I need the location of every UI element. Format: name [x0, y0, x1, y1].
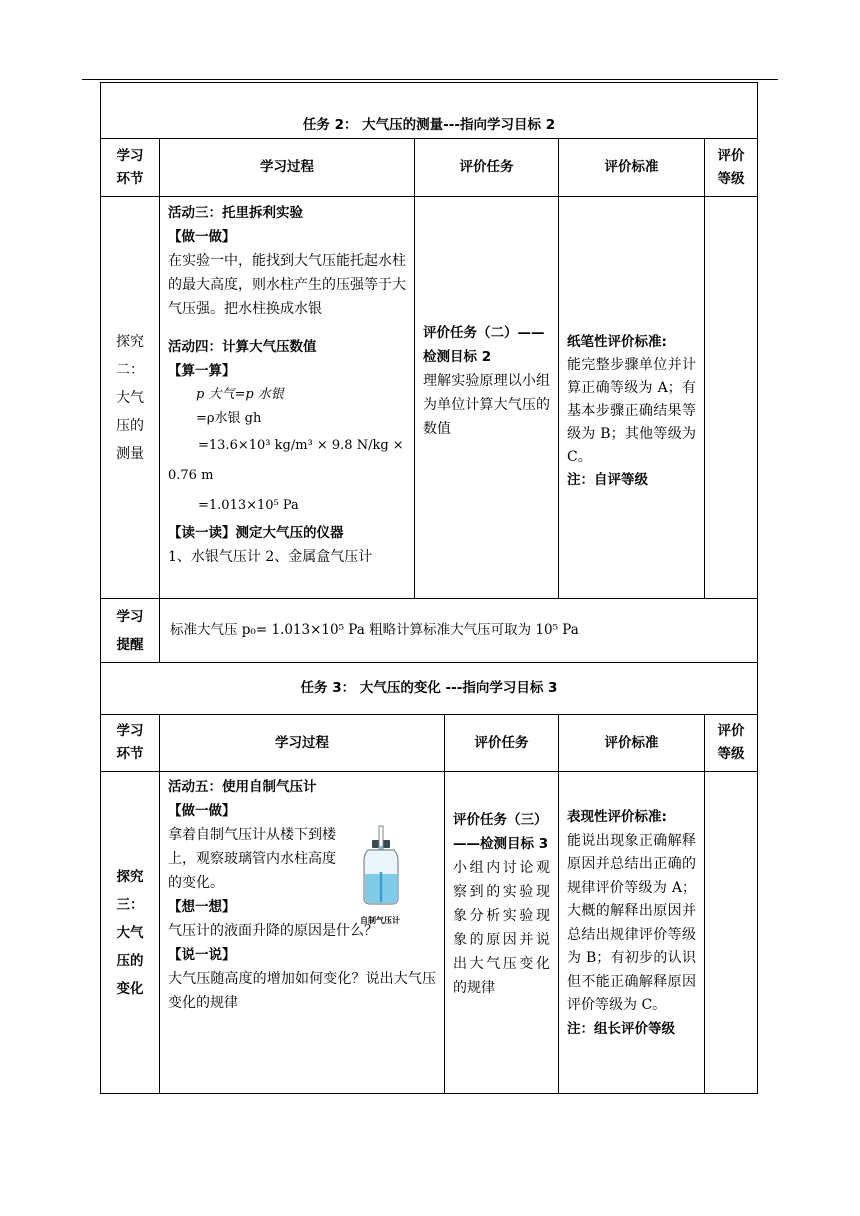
task2-eval-task-title: 评价任务（二）——检测目标 2	[423, 325, 545, 365]
formula-line-1: p 大气=p 水银	[196, 387, 284, 402]
task3-header-process: 学习过程	[160, 715, 445, 771]
task2-process	[160, 197, 415, 598]
task3-eval-standard-note: 注：组长评价等级	[567, 1020, 675, 1037]
task3-eval-task-title: 评价任务（三）——检测目标 3	[453, 812, 549, 852]
task2-eval-standard-note: 注：自评等级	[567, 472, 648, 488]
activity4-title: 活动四：计算大气压数值	[168, 339, 317, 355]
say-text: 大气压随高度的增加如何变化？说出大气压变化的规律	[168, 971, 436, 1011]
task2-eval-standard-title: 纸笔性评价标准:	[567, 334, 667, 350]
header-process: 学习过程	[160, 139, 415, 196]
activity5-title: 活动五：使用自制气压计	[168, 779, 317, 795]
header-eval-standard: 评价标准	[559, 139, 705, 196]
formula-line-4: 0.76 m	[168, 468, 214, 483]
task3-title: 任务 3： 大气压的变化 ---指向学习目标 3	[300, 680, 558, 696]
activity3-title: 活动三：托里拆利实验	[168, 205, 303, 221]
read-title: 【读一读】测定大气压的仪器	[168, 525, 344, 541]
task3-grade-cell	[705, 772, 757, 1093]
task3-header-eval-grade: 评价等级	[717, 723, 745, 762]
reminder-text: 标准大气压 p₀= 1.013×10⁵ Pa 粗略计算标准大气压可取为 10⁵ Pa	[170, 622, 579, 638]
barometer-bottle-icon	[350, 824, 420, 908]
reminder-row	[100, 599, 758, 663]
do-it-title: 【做一做】	[168, 229, 236, 245]
task3-header-eval-standard: 评价标准	[559, 715, 705, 771]
do-it-text-2: 拿着自制气压计从楼下到楼上，观察玻璃管内水柱高度的变化。	[168, 827, 336, 891]
formula-line-2: =ρ水银 gh	[196, 411, 262, 426]
task3-eval-standard-title: 表现性评价标准:	[567, 809, 667, 825]
task3-header-eval-task: 评价任务	[445, 715, 559, 771]
task2-grade-cell	[705, 197, 757, 598]
task2-title-row	[100, 82, 758, 139]
task3-eval-task-text: 小组内讨论观察到的实验现象分析实验现象的原因并说出大气压变化的规律	[453, 860, 550, 996]
task2-eval-standard	[559, 197, 705, 598]
do-it-text: 在实验一中，能找到大气压能托起水柱的最大高度，则水柱产生的压强等于大气压强。把水柱换成水银	[168, 253, 406, 317]
do-it-title-2: 【做一做】	[168, 803, 236, 819]
think-text: 气压计的液面升降的原因是什么？	[168, 923, 378, 939]
read-text: 1、水银气压计 2、金属盒气压计	[168, 549, 373, 565]
task3-header-stage: 学习环节	[101, 715, 160, 771]
header-eval-task: 评价任务	[415, 139, 559, 196]
lesson-table	[100, 82, 758, 1094]
task2-title: 任务 2： 大气压的测量---指向学习目标 2	[302, 117, 556, 133]
task2-content-row	[100, 197, 758, 599]
formula-line-3: =13.6×10³ kg/m³ × 9.8 N/kg ×	[198, 438, 404, 453]
formula-line-5: =1.013×10⁵ Pa	[198, 498, 299, 513]
task2-eval-standard-text: 能完整步骤单位并计算正确等级为 A；有基本步骤正确结果等级为 B；其他等级为 C。	[567, 357, 696, 465]
header-stage: 学习环节	[101, 139, 160, 196]
say-title: 【说一说】	[168, 947, 236, 963]
barometer-figure	[350, 824, 420, 925]
header-eval-grade: 评价等级	[717, 147, 745, 187]
task3-eval-task	[445, 772, 559, 1093]
task2-eval-task-text: 理解实验原理以小组为单位计算大气压的数值	[423, 373, 550, 437]
task3-content-row	[100, 772, 758, 1094]
task3-eval-standard-text: 能说出现象正确解释原因并总结出正确的规律评价等级为 A；大概的解释出原因并总结出规律评价等级为 B；有初步的认识但不能正确解释原因评价等级为 C。	[567, 832, 696, 1013]
task3-title-row	[100, 663, 758, 715]
task2-stage-label: 探究二：大气压的测量	[101, 197, 160, 598]
think-title: 【想一想】	[168, 899, 236, 915]
barometer-caption: 自制气压计	[360, 916, 400, 925]
task3-process	[160, 772, 445, 1093]
task3-header-row	[100, 715, 758, 772]
task3-stage-label: 探究三：大气压的变化	[101, 772, 160, 1093]
task2-eval-task	[415, 197, 559, 598]
calc-title: 【算一算】	[168, 363, 236, 379]
reminder-label: 学习提醒	[101, 599, 160, 662]
header-rule	[82, 79, 778, 80]
task3-eval-standard	[559, 772, 705, 1093]
task2-header-row	[100, 139, 758, 197]
